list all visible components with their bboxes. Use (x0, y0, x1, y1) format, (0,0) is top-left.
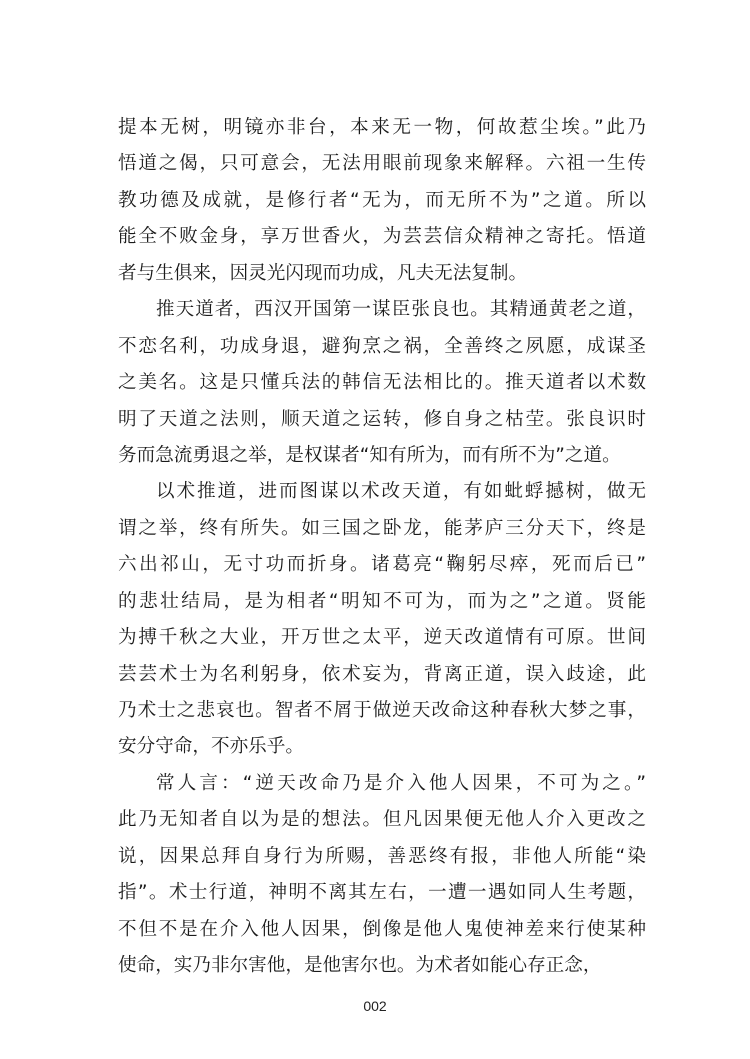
text-line: 为搏千秋之大业，开万世之太平，逆天改道情有可原。世间 (118, 627, 646, 649)
paragraph (118, 110, 646, 292)
text-line: 六出祁山，无寸功而折身。诸葛亮“鞠躬尽瘁，死而后已” (118, 554, 646, 576)
text-line: 教功德及成就，是修行者“无为，而无所不为”之道。所以 (118, 189, 646, 211)
text-line: 务而急流勇退之举，是权谋者“知有所为，而有所不为”之道。 (118, 444, 621, 466)
body-text (118, 110, 646, 985)
text-line: 不但不是在介入他人因果，倒像是他人鬼使神差来行使某种 (118, 918, 646, 940)
text-line: 提本无树，明镜亦非台，本来无一物，何故惹尘埃。”此乃 (118, 117, 646, 138)
paragraph (118, 474, 646, 766)
text-line: 安分守命，不亦乐乎。 (118, 736, 304, 758)
text-line: 常人言：“逆天改命乃是介入他人因果，不可为之。” (156, 772, 646, 794)
text-line: 指”。术士行道，神明不离其左右，一遭一遇如同人生考题， (118, 882, 646, 904)
text-line: 不恋名利，功成身退，避狗烹之祸，全善终之夙愿，成谋圣 (118, 335, 646, 357)
text-line: 的悲壮结局，是为相者“明知不可为，而为之”之道。贤能 (118, 590, 646, 612)
text-line: 之美名。这是只懂兵法的韩信无法相比的。推天道者以术数 (118, 372, 646, 394)
text-line: 明了天道之法则，顺天道之运转，修自身之枯茔。张良识时 (118, 408, 646, 430)
paragraph (118, 292, 646, 474)
paragraph (118, 766, 646, 985)
text-line: 以术推道，进而图谋以术改天道，有如蚍蜉撼树，做无 (156, 481, 646, 503)
text-line: 者与生俱来，因灵光闪现而功成，凡夫无法复制。 (118, 262, 528, 284)
text-line: 使命，实乃非尔害他，是他害尔也。为术者如能心存正念， (118, 955, 602, 977)
text-line: 能全不败金身，享万世香火，为芸芸信众精神之寄托。悟道 (118, 226, 646, 248)
text-line: 说，因果总拜自身行为所赐，善恶终有报，非他人所能“染 (118, 845, 646, 867)
text-line: 此乃无知者自以为是的想法。但凡因果便无他人介入更改之 (118, 809, 646, 831)
text-line: 乃术士之悲哀也。智者不屑于做逆天改命这种春秋大梦之事， (118, 700, 646, 721)
page-number: 002 (363, 998, 387, 1014)
text-line: 谓之举，终有所失。如三国之卧龙，能茅庐三分天下，终是 (118, 517, 646, 539)
text-line: 悟道之偈，只可意会，无法用眼前现象来解释。六祖一生传 (118, 153, 646, 175)
text-line: 推天道者，西汉开国第一谋臣张良也。其精通黄老之道， (156, 299, 646, 321)
text-line: 芸芸术士为名利躬身，依术妄为，背离正道，误入歧途，此 (118, 663, 646, 685)
